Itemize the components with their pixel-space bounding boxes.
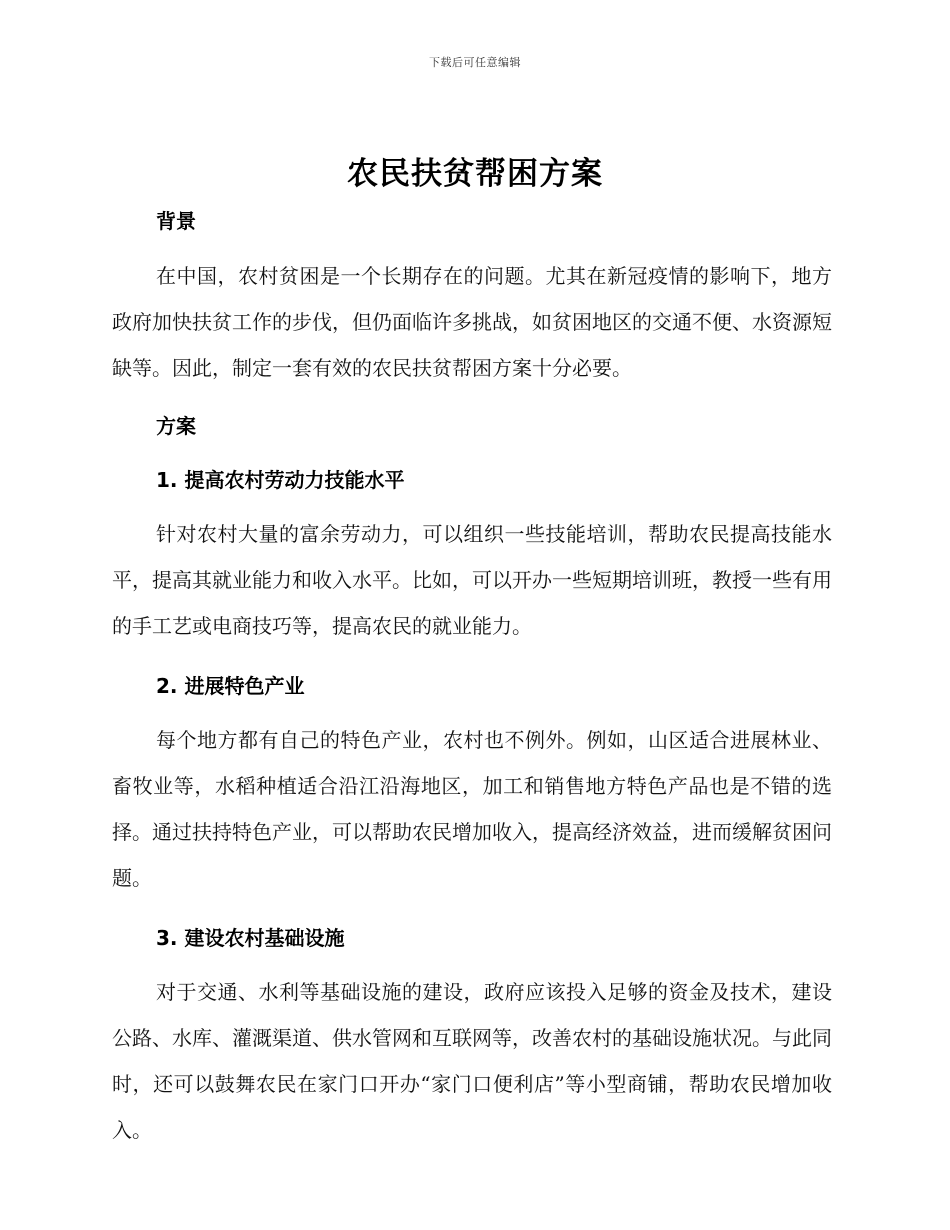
paragraph-item-1: 针对农村大量的富余劳动力，可以组织一些技能培训，帮助农民提高技能水平，提高其就业能力和收入水平。比如，可以开办一些短期培训班，教授一些有用的手工艺或电商技巧等，提高农民的就业能力。 <box>112 522 832 638</box>
header-note: 下载后可任意编辑 <box>429 56 521 69</box>
section-heading-item-3: 3. 建设农村基础设施 <box>156 926 345 950</box>
section-heading-item-1: 1. 提高农村劳动力技能水平 <box>156 468 405 492</box>
section-heading-plan: 方案 <box>156 414 196 438</box>
section-heading-item-2: 2. 进展特色产业 <box>156 674 305 698</box>
paragraph-item-3: 对于交通、水利等基础设施的建设，政府应该投入足够的资金及技术，建设公路、水库、灌溉渠道、供水管网和互联网等，改善农村的基础设施状况。与此同时，还可以鼓舞农民在家门口开办“家门口便利店”等小型商铺，帮助农民增加收入。 <box>112 980 832 1142</box>
paragraph-item-2: 每个地方都有自己的特色产业，农村也不例外。例如，山区适合进展林业、畜牧业等，水稻种植适合沿江沿海地区，加工和销售地方特色产品也是不错的选择。通过扶持特色产业，可以帮助农民增加收入，提高经济效益，进而缓解贫困问题。 <box>112 728 832 890</box>
section-heading-background: 背景 <box>156 209 196 233</box>
page-title: 农民扶贫帮困方案 <box>347 156 603 192</box>
document-body <box>112 204 832 1173</box>
paragraph-background: 在中国，农村贫困是一个长期存在的问题。尤其在新冠疫情的影响下，地方政府加快扶贫工作的步伐，但仍面临许多挑战，如贫困地区的交通不便、水资源短缺等。因此，制定一套有效的农民扶贫帮困方案十分必要。 <box>112 264 832 380</box>
